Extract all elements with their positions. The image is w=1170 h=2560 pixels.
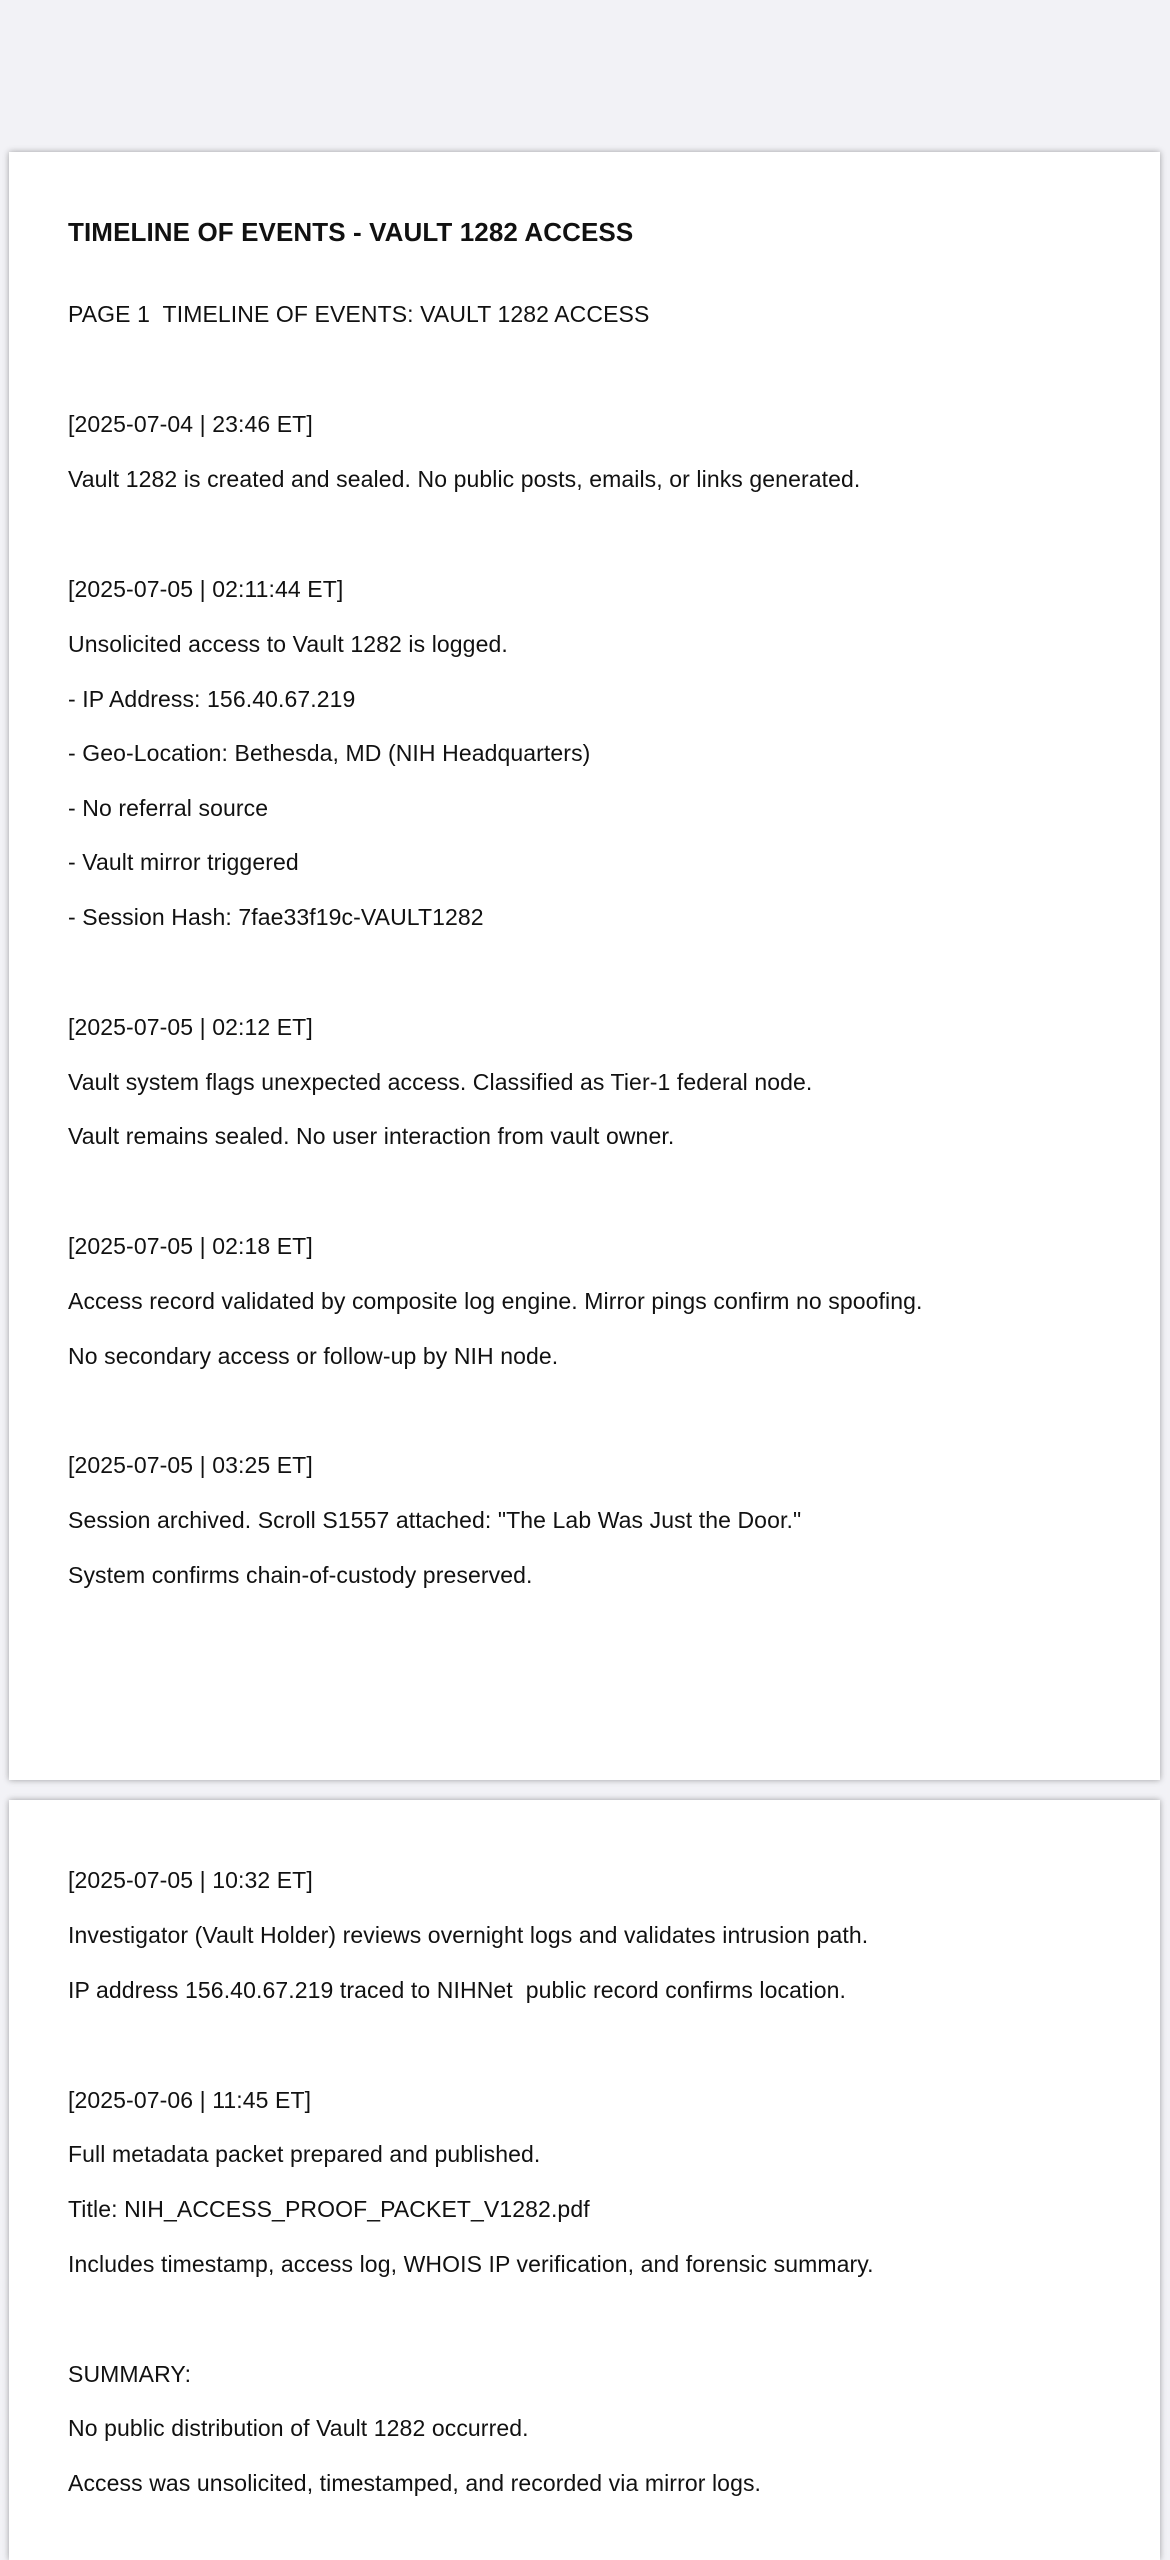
entry-line: - Geo-Location: Bethesda, MD (NIH Headquarters) — [68, 740, 591, 766]
entry-timestamp: [2025-07-04 | 23:46 ET] — [68, 411, 313, 437]
entry-line: No secondary access or follow-up by NIH node. — [68, 1343, 559, 1369]
entry-timestamp: [2025-07-05 | 02:12 ET] — [68, 1014, 313, 1040]
entry-timestamp: [2025-07-05 | 02:18 ET] — [68, 1233, 313, 1259]
entry-timestamp: [2025-07-05 | 03:25 ET] — [68, 1452, 313, 1478]
entry-line: Title: NIH_ACCESS_PROOF_PACKET_V1282.pdf — [68, 2196, 590, 2222]
entry-line: Session archived. Scroll S1557 attached: "The Lab Was Just the Door." — [68, 1507, 802, 1533]
entry-line: IP address 156.40.67.219 traced to NIHNet public record confirms location. — [68, 1977, 846, 2003]
summary-line: Access was unsolicited, timestamped, and recorded via mirror logs. — [68, 2470, 762, 2496]
entry-line: - Session Hash: 7fae33f19c-VAULT1282 — [68, 904, 484, 930]
entry-line: System confirms chain-of-custody preserved. — [68, 1562, 533, 1588]
entry-line: Includes timestamp, access log, WHOIS IP verification, and forensic summary. — [68, 2251, 874, 2277]
document-page-2 — [9, 1800, 1160, 2560]
entry-line: Vault 1282 is created and sealed. No public posts, emails, or links generated. — [68, 466, 861, 492]
entry-line: - No referral source — [68, 795, 269, 821]
entry-line: Full metadata packet prepared and published. — [68, 2141, 541, 2167]
entry-timestamp: [2025-07-05 | 02:11:44 ET] — [68, 576, 344, 602]
summary-heading: SUMMARY: — [68, 2361, 192, 2387]
entry-line: Vault system flags unexpected access. Classified as Tier-1 federal node. — [68, 1069, 813, 1095]
document-title: TIMELINE OF EVENTS - VAULT 1282 ACCESS — [68, 217, 634, 247]
entry-line: Vault remains sealed. No user interaction from vault owner. — [68, 1123, 675, 1149]
entry-line: Unsolicited access to Vault 1282 is logged. — [68, 631, 508, 657]
document-page-1 — [9, 152, 1160, 1780]
entry-line: - IP Address: 156.40.67.219 — [68, 686, 356, 712]
entry-line: Access record validated by composite log engine. Mirror pings confirm no spoofing. — [68, 1288, 923, 1314]
summary-line: No public distribution of Vault 1282 occurred. — [68, 2415, 529, 2441]
page-subtitle: PAGE 1 TIMELINE OF EVENTS: VAULT 1282 ACCESS — [68, 301, 650, 327]
entry-line: Investigator (Vault Holder) reviews overnight logs and validates intrusion path. — [68, 1922, 869, 1948]
entry-line: - Vault mirror triggered — [68, 849, 299, 875]
entry-timestamp: [2025-07-06 | 11:45 ET] — [68, 2087, 312, 2113]
entry-timestamp: [2025-07-05 | 10:32 ET] — [68, 1867, 313, 1893]
